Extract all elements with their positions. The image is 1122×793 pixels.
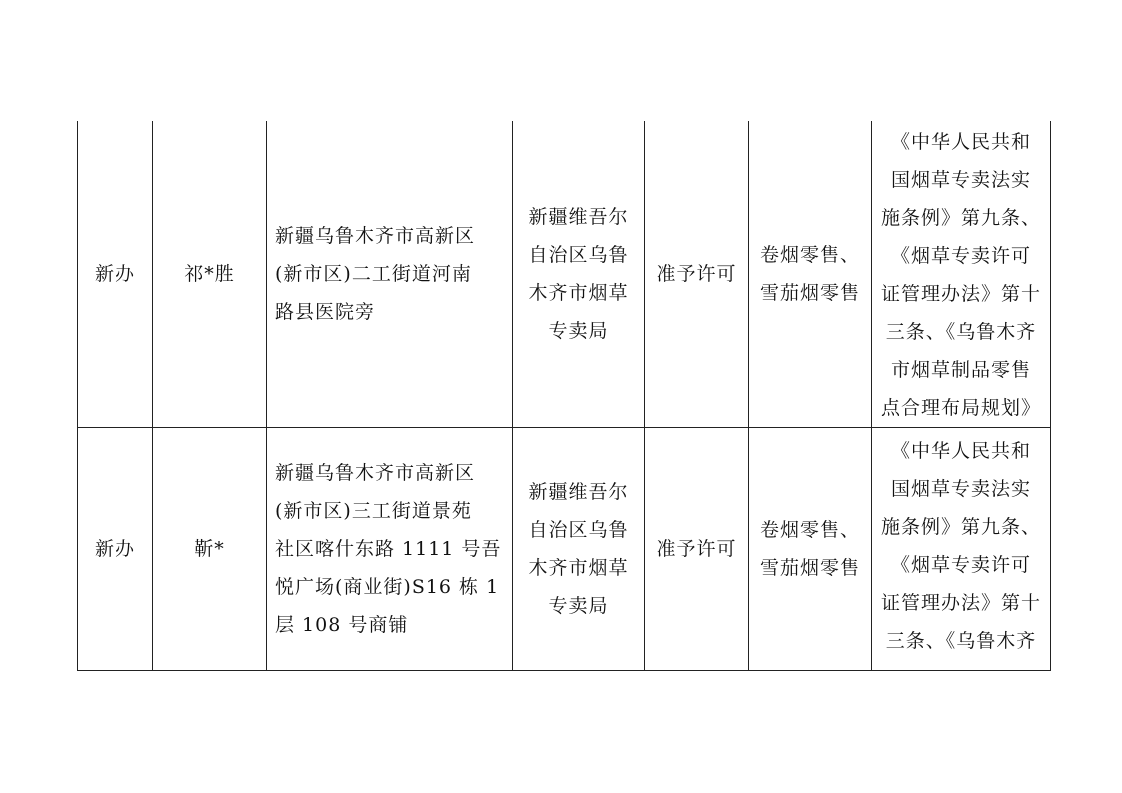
applicant-name-cell — [153, 121, 267, 428]
business-scope-cell — [749, 428, 872, 671]
application-type: 新办 — [94, 263, 135, 285]
business-scope: 卷烟零售、 雪茄烟零售 — [759, 244, 860, 304]
license-table — [77, 121, 1051, 671]
table-row — [78, 428, 1051, 671]
licensing-authority: 新疆维吾尔 自治区乌鲁 木齐市烟草 专卖局 — [528, 206, 629, 342]
business-address-cell — [267, 428, 513, 671]
applicant-name-cell — [153, 428, 267, 671]
decision-cell — [645, 428, 749, 671]
business-scope-cell — [749, 121, 872, 428]
decision-cell — [645, 121, 749, 428]
license-decision: 准予许可 — [656, 538, 737, 560]
application-type-cell — [78, 121, 153, 428]
applicant-name: 祁*胜 — [184, 263, 235, 285]
applicant-name: 靳* — [194, 538, 225, 560]
business-address-cell — [267, 121, 513, 428]
legal-basis: 《中华人民共和 国烟草专卖法实 施条例》第九条、 《烟草专卖许可 证管理办法》第十 三条、《乌鲁木齐 市烟草制品零售 点合理布局规划》 — [880, 131, 1041, 419]
licensing-authority-cell — [513, 428, 645, 671]
business-address: 新疆乌鲁木齐市高新区 (新市区)二工街道河南 路县医院旁 — [275, 225, 476, 323]
table-row — [78, 121, 1051, 428]
licensing-authority-cell — [513, 121, 645, 428]
licensing-authority: 新疆维吾尔 自治区乌鲁 木齐市烟草 专卖局 — [528, 481, 629, 617]
business-scope: 卷烟零售、 雪茄烟零售 — [759, 519, 860, 579]
legal-basis: 《中华人民共和 国烟草专卖法实 施条例》第九条、 《烟草专卖许可 证管理办法》第十 三条、《乌鲁木齐 — [880, 440, 1041, 652]
business-address: 新疆乌鲁木齐市高新区 (新市区)三工街道景苑 社区喀什东路 1111 号吾 悦广场(商业街)S16 栋 1 层 108 号商铺 — [275, 462, 502, 636]
application-type: 新办 — [94, 538, 135, 560]
application-type-cell — [78, 428, 153, 671]
legal-basis-cell — [872, 428, 1051, 671]
license-decision: 准予许可 — [656, 263, 737, 285]
legal-basis-cell — [872, 121, 1051, 428]
